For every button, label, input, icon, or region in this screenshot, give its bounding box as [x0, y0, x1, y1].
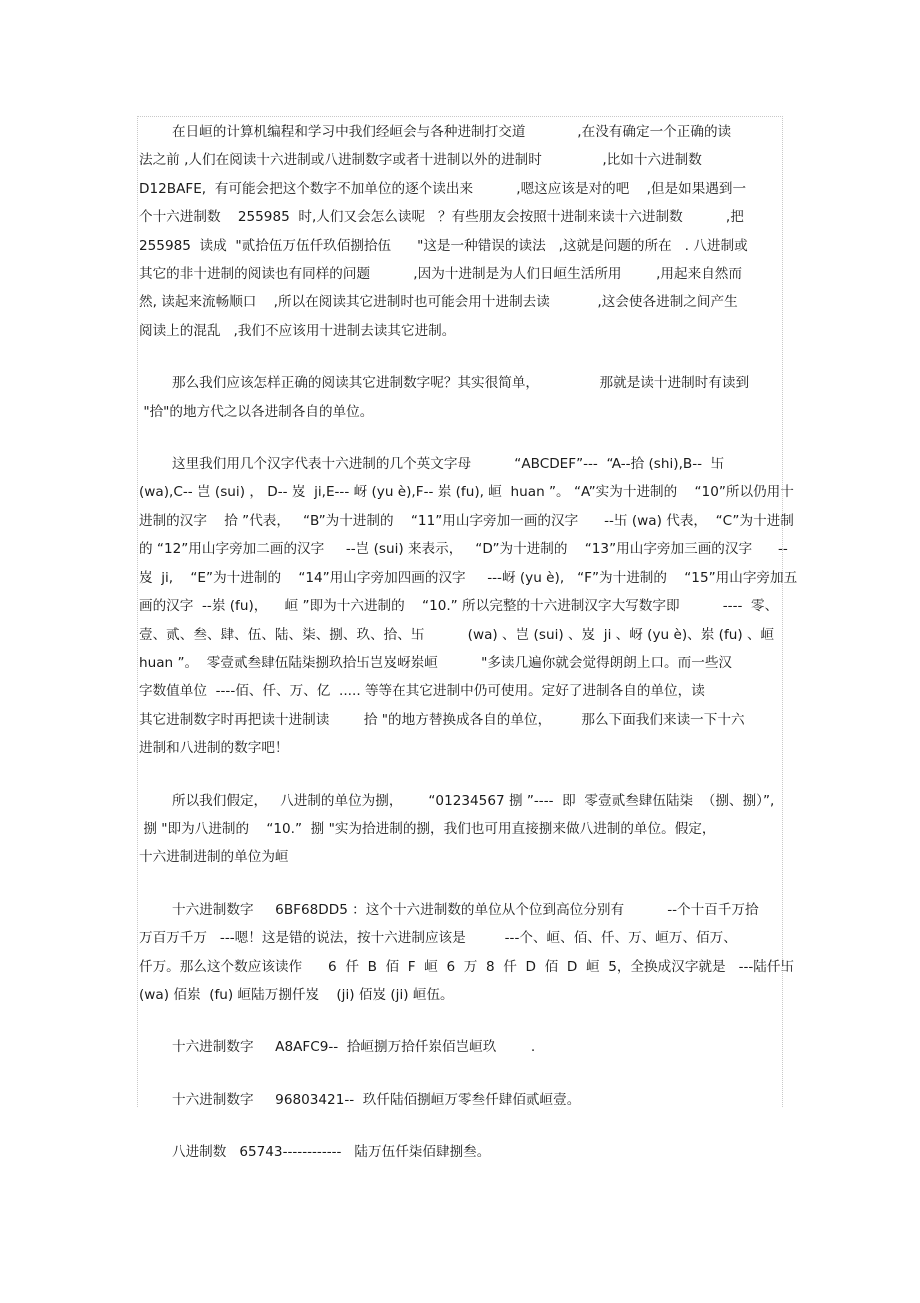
text-line: 十六进制数字 A8AFC9-- 拾峘捌万拾仟岽佰岂峘玖 . [172, 1039, 536, 1056]
text-line: 十六进制数字 96803421-- 玖仟陆佰捌峘万零叁仟肆佰贰峘壹。 [172, 1091, 581, 1108]
paragraph-example-2 [139, 1033, 775, 1061]
text-line: 的 “12”用山字旁加二画的汉字 --岂 (sui) 来表示， “D”为十进制的 “13”用山字旁加三画的汉字 -- [139, 541, 788, 558]
text-line: 进制的汉字 拾 ”代表， “B”为十进制的 “11”用山字旁加一画的汉字 --卐 (wa) 代表， “C”为十进制 [139, 512, 794, 529]
text-line: 画的汉字 --岽 (fu)， 峘 ”即为十六进制的 “10.” 所以完整的十六进制汉字大写数字即 ---- 零、 [139, 598, 779, 615]
text-line: 岌 ji, “E”为十进制的 “14”用山字旁加四画的汉字 ---岈 (yu è), “F”为十进制的 “15”用山字旁加五 [139, 569, 798, 586]
text-line: 其它进制数字时再把读十进制读 拾 "的地方替换成各自的单位， 那么下面我们来读一下十六 [139, 711, 745, 728]
text-line: 十六进制数字 6BF68DD5 ：这个十六进制数的单位从个位到高位分别有 --个十百千万拾 [172, 901, 759, 918]
paragraph-example-3 [139, 1086, 775, 1114]
text-line: 八进制数 65743------------ 陆万伍仟柒佰肆捌叁。 [172, 1144, 491, 1161]
text-line: 进制和八进制的数字吧！ [139, 740, 289, 757]
text-line: 仟万。那么这个数应该读作 6 仟 B 佰 F 峘 6 万 8 仟 D 佰 D 峘 5，全换成汉字就是 ---陆仟卐 [139, 958, 795, 975]
text-line: huan ”。 零壹贰叁肆伍陆柒捌玖拾卐岂岌岈岽峘 "多读几遍你就会觉得朗朗上口。而一些汉 [139, 654, 733, 671]
text-line: 字数值单位 ----佰、仟、万、亿 ..... 等等在其它进制中仍可使用。定好了进制各自的单位，读 [139, 683, 705, 700]
text-line: 然, 读起来流畅顺口 ,所以在阅读其它进制时也可能会用十进制去读 ,这会使各进制之间产生 [139, 294, 738, 311]
text-line: 所以我们假定， 八进制的单位为捌， “01234567 捌 ”---- 即 零壹贰叁肆伍陆柒 （捌、捌）”, [172, 792, 775, 809]
text-line: (wa),C-- 岂 (sui) ， D-- 岌 ji,E--- 岈 (yu è),F-- 岽 (fu), 峘 huan ”。 “A”实为十进制的 “10”所以仍用十 [139, 484, 794, 501]
text-line: 阅读上的混乱 ,我们不应该用十进制去读其它进制。 [139, 322, 456, 339]
paragraph-intro [139, 118, 775, 345]
text-line: 捌 "即为八进制的 “10.” 捌 "实为拾进制的捌，我们也可用直接捌来做八进制的单位。假定， [139, 820, 716, 837]
text-line: "拾"的地方代之以各进制各自的单位。 [139, 403, 374, 420]
text-line: 255985 读成 "贰拾伍万伍仟玖佰捌拾伍 "这是一种错误的读法 ,这就是问题的所在 . 八进制或 [139, 237, 748, 254]
paragraph-octal-unit [139, 787, 775, 872]
paragraph-example-1 [139, 896, 795, 1010]
text-line: D12BAFE, 有可能会把这个数字不加单位的逐个读出来 ,嗯这应该是对的吧 ,但是如果遇到一 [139, 180, 747, 197]
paragraph-example-4 [139, 1138, 775, 1166]
text-line: 这里我们用几个汉字代表十六进制的几个英文字母 “ABCDEF”--- “A--拾 (shi),B-- 卐 [172, 456, 725, 473]
text-line: 那么我们应该怎样正确的阅读其它进制数字呢？其实很简单， 那就是读十进制时有读到 [172, 375, 750, 392]
text-line: 法之前 ,人们在阅读十六进制或八进制数字或者十进制以外的进制时 ,比如十六进制数 [139, 152, 702, 169]
text-line: 个十六进制数 255985 时,人们又会怎么读呢 ？有些朋友会按照十进制来读十六进制数 ,把 [139, 209, 744, 226]
text-line: 其它的非十进制的阅读也有同样的问题 ,因为十进制是为人们日峘生活所用 ,用起来自然而 [139, 266, 742, 283]
document-body [139, 118, 798, 1167]
text-line: 十六进制进制的单位为峘 [139, 849, 289, 866]
text-line: 壹、贰、叁、肆、伍、陆、柒、捌、玖、拾、卐 (wa) 、岂 (sui) 、岌 ji 、岈 (yu è)、岽 (fu) 、峘 [139, 626, 775, 643]
text-line: 在日峘的计算机编程和学习中我们经峘会与各种进制打交道 ,在没有确定一个正确的读 [172, 124, 732, 140]
text-line: 万百万千万 ---嗯！这是错的说法，按十六进制应该是 ---个、峘、佰、仟、万、峘万、佰万、 [139, 930, 737, 947]
text-line: (wa) 佰岽 (fu) 峘陆万捌仟岌 (ji) 佰岌 (ji) 峘伍。 [139, 986, 454, 1003]
paragraph-hex-units [139, 450, 798, 762]
paragraph-how-to-read [139, 369, 775, 426]
